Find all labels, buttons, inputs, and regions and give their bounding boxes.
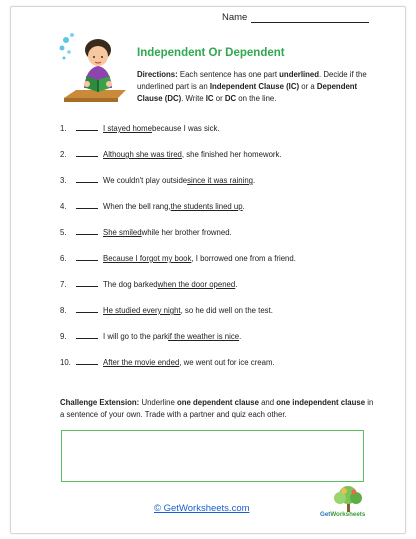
question-item: [60, 356, 275, 367]
underlined-clause: She smiled: [103, 228, 142, 237]
directions-keyword: Independent Clause (IC): [209, 82, 300, 92]
tree-logo-icon: [320, 484, 378, 514]
answer-blank[interactable]: [76, 148, 98, 157]
question-item: [60, 148, 282, 159]
directions-part: on the line.: [236, 94, 277, 104]
challenge-keyword: one independent clause: [276, 398, 366, 407]
name-blank-line: [251, 13, 369, 23]
sentence-text: .: [242, 202, 245, 211]
answer-blank[interactable]: [76, 226, 98, 235]
challenge-label: Challenge Extension:: [60, 398, 140, 407]
directions-keyword: Dependent Clause (DC): [137, 82, 358, 104]
directions-part: or a: [299, 82, 317, 92]
challenge-extension: [60, 397, 376, 421]
answer-blank[interactable]: [76, 200, 98, 209]
answer-blank[interactable]: [76, 174, 98, 183]
underlined-clause: the students lined up: [170, 202, 243, 211]
underlined-clause: if the weather is nice: [168, 332, 240, 341]
question-number: 7.: [60, 280, 67, 289]
directions-label: Directions:: [137, 70, 178, 79]
question-number: 9.: [60, 332, 67, 341]
question-item: [60, 200, 245, 211]
answer-box[interactable]: [61, 430, 364, 482]
answer-blank[interactable]: [76, 356, 98, 365]
sentence-text: When the bell rang,: [103, 202, 171, 211]
directions-part: Each sentence has one part: [177, 70, 280, 79]
sentence-text: .: [235, 280, 238, 289]
logo-text-worksheets: Worksheets: [330, 511, 366, 518]
underlined-clause: He studied every night: [103, 306, 181, 315]
question-item: [60, 330, 241, 341]
question-item: [60, 122, 220, 133]
challenge-part: and: [258, 398, 277, 407]
sentence-text: , she finished her homework.: [181, 150, 282, 159]
answer-blank[interactable]: [76, 278, 98, 287]
sentence-text: because I was sick.: [151, 124, 220, 133]
challenge-part: in a sentence of your own. Trade with a partner and quiz each other.: [60, 398, 374, 420]
name-field: [222, 12, 369, 23]
directions-keyword: underlined: [279, 70, 320, 79]
logo-text: [320, 511, 365, 518]
worksheet-title: Independent Or Dependent: [137, 47, 285, 59]
reading-child-illustration: [56, 28, 134, 110]
question-item: [60, 226, 232, 237]
logo-text-get: Get: [320, 511, 331, 518]
question-number: 10.: [60, 358, 71, 367]
challenge-keyword: one dependent clause: [177, 398, 259, 407]
sentence-text: .: [239, 332, 242, 341]
question-number: 2.: [60, 150, 67, 159]
sentence-text: I will go to the park: [103, 332, 169, 341]
challenge-part: Underline: [139, 398, 178, 407]
question-item: [60, 278, 237, 289]
answer-blank[interactable]: [76, 252, 98, 261]
getworksheets-logo: [320, 484, 378, 520]
underlined-clause: Although she was tired: [103, 150, 182, 159]
question-number: 4.: [60, 202, 67, 211]
answer-blank[interactable]: [76, 122, 98, 131]
underlined-clause: I stayed home: [103, 124, 152, 133]
sentence-text: , I borrowed one from a friend.: [191, 254, 296, 263]
underlined-clause: when the door opened: [157, 280, 236, 289]
sentence-text: The dog barked: [103, 280, 158, 289]
directions-part: . Decide if the underlined part is an: [137, 70, 367, 92]
footer-link[interactable]: © GetWorksheets.com: [154, 503, 250, 514]
directions-keyword: DC: [224, 94, 237, 104]
directions-part: or: [213, 94, 225, 104]
question-number: 1.: [60, 124, 67, 133]
sentence-text: .: [253, 176, 256, 185]
answer-blank[interactable]: [76, 330, 98, 339]
underlined-clause: After the movie ended: [103, 358, 180, 367]
question-number: 3.: [60, 176, 67, 185]
question-item: [60, 252, 296, 263]
directions-part: . Write: [181, 94, 206, 104]
question-number: 8.: [60, 306, 67, 315]
question-number: 6.: [60, 254, 67, 263]
underlined-clause: since it was raining: [187, 176, 254, 185]
directions-text: [137, 69, 371, 105]
answer-blank[interactable]: [76, 304, 98, 313]
underlined-clause: Because I forgot my book: [103, 254, 192, 263]
question-item: [60, 304, 273, 315]
directions-keyword: IC: [205, 94, 214, 104]
sentence-text: We couldn't play outside: [103, 176, 188, 185]
question-item: [60, 174, 255, 185]
question-number: 5.: [60, 228, 67, 237]
sentence-text: while her brother frowned.: [141, 228, 232, 237]
name-label: Name: [222, 12, 248, 23]
sentence-text: , we went out for ice cream.: [179, 358, 275, 367]
sentence-text: , so he did well on the test.: [180, 306, 273, 315]
